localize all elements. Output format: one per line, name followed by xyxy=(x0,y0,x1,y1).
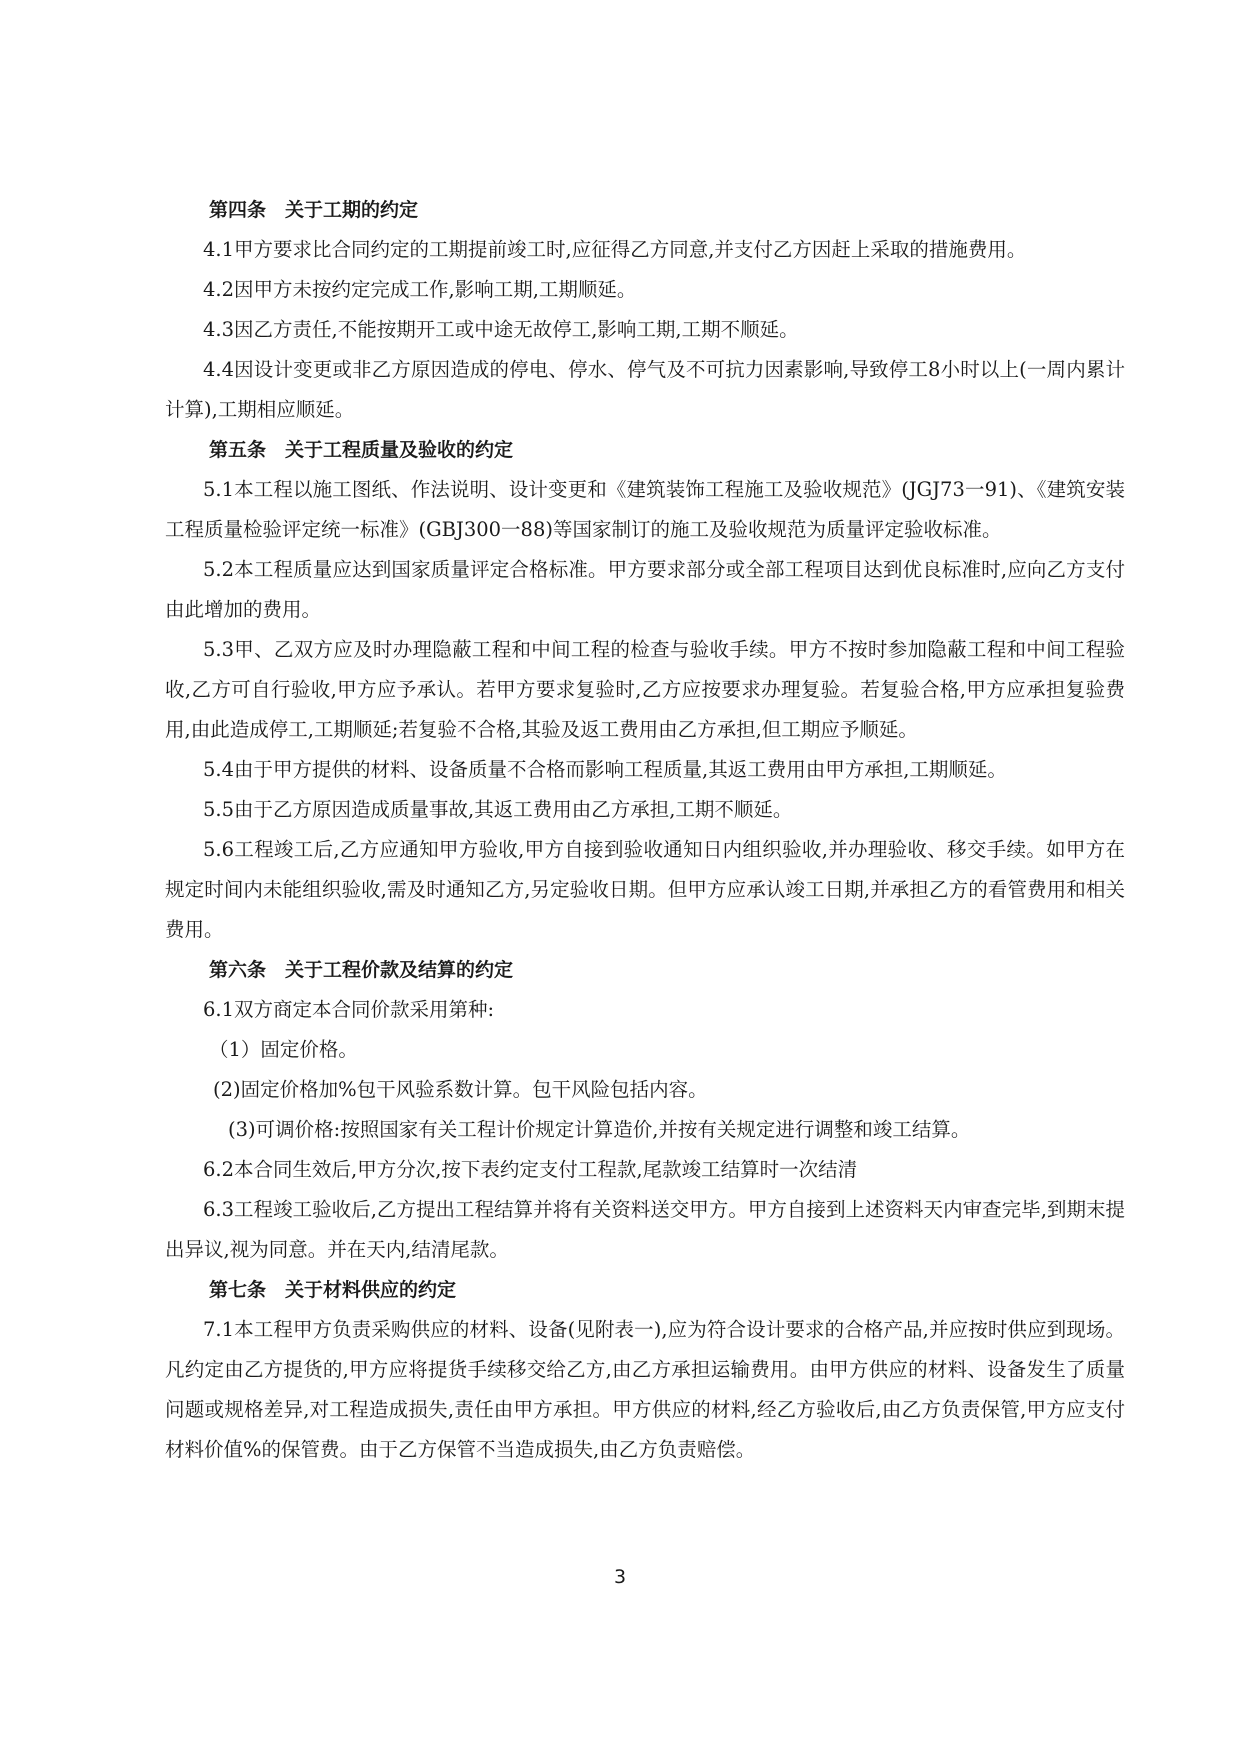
clause-6-3: 6.3工程竣工验收后,乙方提出工程结算并将有关资料送交甲方。甲方自接到上述资料天内审查完毕,到期末提出异议,视为同意。并在天内,结清尾款。 xyxy=(165,1198,1125,1261)
document-body xyxy=(165,190,1125,1470)
clause-5-5: 5.5由于乙方原因造成质量事故,其返工费用由乙方承担,工期不顺延。 xyxy=(203,798,793,821)
clause-4-2: 4.2因甲方未按约定完成工作,影响工期,工期顺延。 xyxy=(203,278,637,301)
section-7-heading: 第七条 关于材料供应的约定 xyxy=(209,1279,457,1301)
price-option-1: （1）固定价格。 xyxy=(209,1038,358,1061)
clause-6-2: 6.2本合同生效后,甲方分次,按下表约定支付工程款,尾款竣工结算时一次结清 xyxy=(203,1158,858,1181)
clause-6-1: 6.1双方商定本合同价款采用第种: xyxy=(203,998,495,1021)
clause-5-4: 5.4由于甲方提供的材料、设备质量不合格而影响工程质量,其返工费用由甲方承担,工期顺延。 xyxy=(203,758,1007,781)
clause-5-2: 5.2本工程质量应达到国家质量评定合格标准。甲方要求部分或全部工程项目达到优良标准时,应向乙方支付由此增加的费用。 xyxy=(165,558,1125,621)
clause-5-3: 5.3甲、乙双方应及时办理隐蔽工程和中间工程的检查与验收手续。甲方不按时参加隐蔽工程和中间工程验收,乙方可自行验收,甲方应予承认。若甲方要求复验时,乙方应按要求办理复验。若复验合格,甲方应承担复验费用,由此造成停工,工期顺延;若复验不合格,其验及返工费用由乙方承担,但工期应予顺延。 xyxy=(165,638,1125,741)
section-4-heading: 第四条 关于工期的约定 xyxy=(209,199,419,221)
clause-5-1: 5.1本工程以施工图纸、作法说明、设计变更和《建筑装饰工程施工及验收规范》(JGJ73一91)、《建筑安装工程质量检验评定统一标准》(GBJ300一88)等国家制订的施工及验收规范为质量评定验收标准。 xyxy=(165,478,1125,541)
clause-4-1: 4.1甲方要求比合同约定的工期提前竣工时,应征得乙方同意,并支付乙方因赶上采取的措施费用。 xyxy=(203,238,1027,261)
section-5-heading: 第五条 关于工程质量及验收的约定 xyxy=(209,439,514,461)
section-6-heading: 第六条 关于工程价款及结算的约定 xyxy=(209,959,514,981)
clause-4-3: 4.3因乙方责任,不能按期开工或中途无故停工,影响工期,工期不顺延。 xyxy=(203,318,799,341)
price-option-2: (2)固定价格加%包干风验系数计算。包干风险包括内容。 xyxy=(213,1078,708,1101)
clause-4-4: 4.4因设计变更或非乙方原因造成的停电、停水、停气及不可抗力因素影响,导致停工8小时以上(一周内累计计算),工期相应顺延。 xyxy=(165,358,1125,421)
clause-7-1: 7.1本工程甲方负责采购供应的材料、设备(见附表一),应为符合设计要求的合格产品,并应按时供应到现场。凡约定由乙方提货的,甲方应将提货手续移交给乙方,由乙方承担运输费用。由甲方供应的材料、设备发生了质量问题或规格差异,对工程造成损失,责任由甲方承担。甲方供应的材料,经乙方验收后,由乙方负责保管,甲方应支付材料价值%的保管费。由于乙方保管不当造成损失,由乙方负责赔偿。 xyxy=(165,1318,1125,1461)
clause-5-6: 5.6工程竣工后,乙方应通知甲方验收,甲方自接到验收通知日内组织验收,并办理验收、移交手续。如甲方在规定时间内未能组织验收,需及时通知乙方,另定验收日期。但甲方应承认竣工日期,并承担乙方的看管费用和相关费用。 xyxy=(165,838,1125,941)
page-number: 3 xyxy=(613,1566,627,1588)
price-option-3: (3)可调价格:按照国家有关工程计价规定计算造价,并按有关规定进行调整和竣工结算。 xyxy=(228,1118,971,1141)
